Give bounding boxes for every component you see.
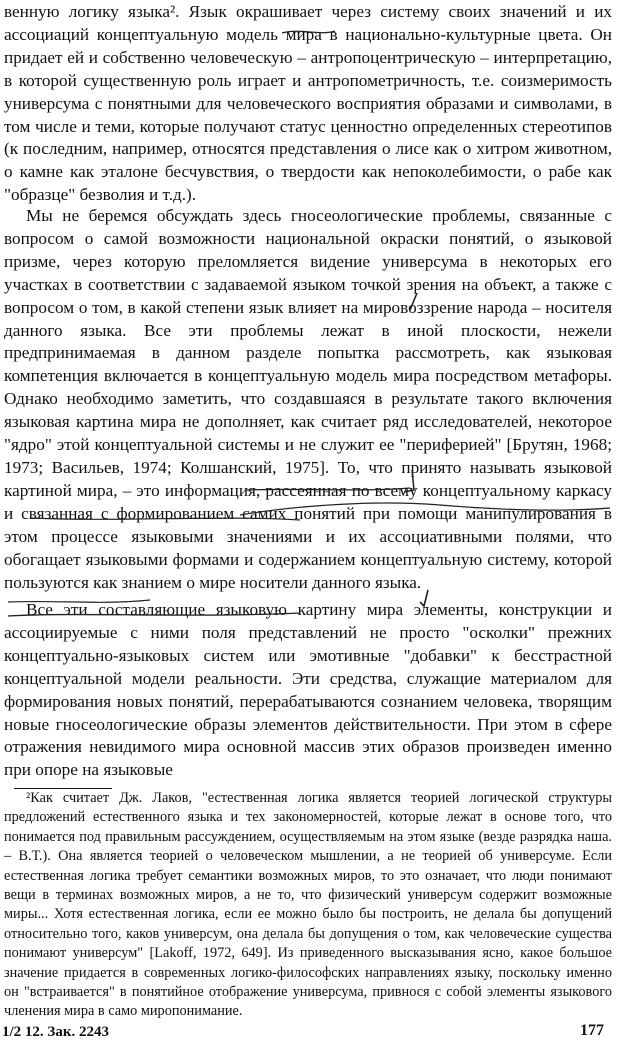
paragraph-1: венную логику языка². Язык окрашивает через систему своих значений и их ассоциаций концептуальную модель мира в национально-культурные цвета. Он придает ей и собственно человеческую – антропоцентрическую – интерпретацию, в которой существенную роль играет и антропометричность, т.е. соизмеримость универсума с понятными для человеческого восприятия образами и символами, в том числе и теми, которые получают статус ценностно определенных стереотипов (к последним, например, относятся представления о лисе как о хитром животном, о камне как эталоне бесчувствия, о твердости как непоколебимости, о рабе как "образце" безволия и т.д.).	[4, 2, 612, 205]
page-number: 177	[580, 1022, 604, 1039]
printer-signature: 1/2 12. Зак. 2243	[2, 1024, 109, 1040]
paragraph-3: Все эти составляющие языковую картину мира элементы, конструкции и ассоциируемые с ними поля представлений не просто "осколки" прежних концептуально-языковых систем или эмотивные "добавки" к бесстрастной концептуальной модели реальности. Эти средства, служащие материалом для формирования новых понятий, перерабатываются сознанием человека, творящим новые гносеологические образы элементов действительности. При этом в сфере отражения невидимого мира основной массив этих образов произведен именно при опоре на языковые	[4, 600, 612, 780]
footnote: ²Как считает Дж. Лаков, "естественная логика является теорией логической структуры предложений естественного языка и тех закономерностей, которые лежат в основе того, что понимается под правильным рассуждением, осуществляемым на этом языке (везде разрядка наша. – В.Т.). Она является теорией о человеческом мышлении, а не теорией об универсуме. Если естественная логика требует семантики возможных миров, то это означает, что люди понимают вещи в терминах возможных миров, а не то, что физический универсум содержит возможные миры... Хотя естественная логика, если ее можно было бы построить, не делала бы допущений относительно того, каков универсум, она делала бы допущения о том, как человеческие существа понимают универсум" [Lakoff, 1972, 649]. Из приведенного высказывания ясно, какое большое значение придается в современных логико-философских направлениях языку, поскольку именно он "встраивается" в понятийное отображение универсума, привнося с собой элементы языкового членения мира в само миропонимание.	[4, 790, 612, 1020]
paragraph-2: Мы не беремся обсуждать здесь гносеологические проблемы, связанные с вопросом о самой возможности национальной окраски понятий, о языковой призме, через которую преломляется видение универсума в некоторых его участках в соответствии с задаваемой языком точкой зрения на объект, а также с вопросом о том, в какой степени язык влияет на мировоззрение народа – носителя данного языка. Все эти проблемы лежат в иной плоскости, нежели предпринимаемая в данном разделе попытка рассмотреть, как языковая компетенция включается в концептуальную модель мира посредством метафоры. Однако необходимо заметить, что создавшаяся в результате такого включения языковая картина мира не дополняет, как считает ряд исследователей, некоторое "ядро" этой концептуальной системы и не служит ее "периферией" [Брутян, 1968; 1973; Васильев, 1974; Колшанский, 1975]. То, что принято называть языковой картиной мира, – это информация, рассеянная по всему концептуальному каркасу и связанная с формированием самих понятий при помощи манипулирования в этом процессе языковыми значениями и их ассоциативными полями, что обогащает языковыми формами и содержанием концептуальную систему, которой пользуются как знанием о мире носители данного языка.	[4, 206, 612, 592]
